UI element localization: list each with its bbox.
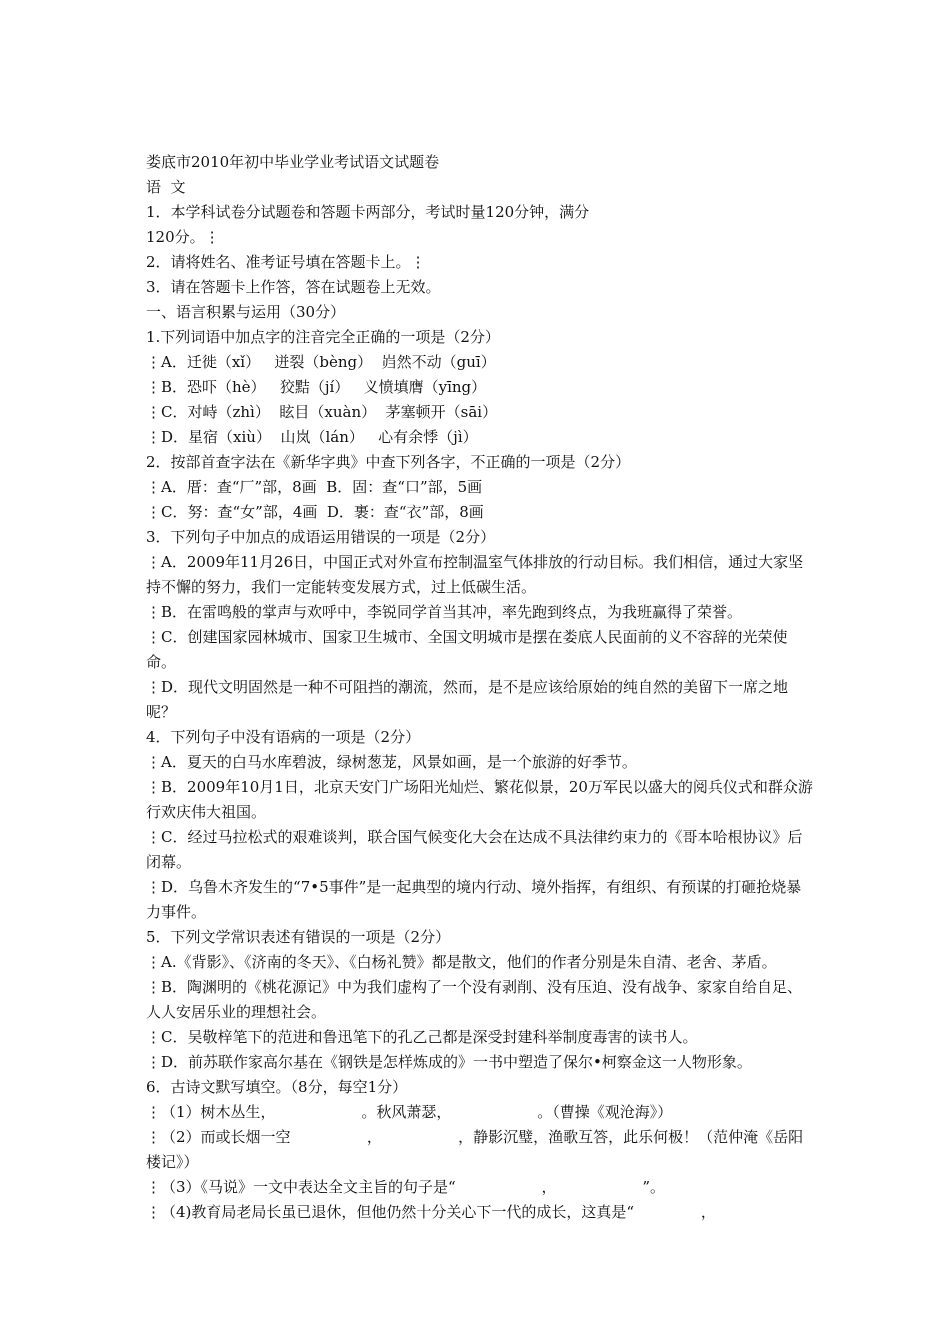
question-2-options-ab: ⋮A．厝：查“厂”部，8画 B．固：查“口”部，5画 (146, 478, 483, 496)
question-1-option-d: ⋮D．星宿（xiù） 山岚（lán） 心有余悸（jì） (146, 428, 478, 446)
subject-label: 语 文 (146, 178, 186, 196)
instruction-3: 3．请在答题卡上作答，答在试题卷上无效。 (146, 278, 441, 296)
question-4-option-c: ⋮C．经过马拉松式的艰难谈判，联合国气候变化大会在达成不具法律约束力的《哥本哈根协议》后闭幕。 (146, 828, 803, 871)
question-3-option-a: ⋮A．2009年11月26日，中国正式对外宣布控制温室气体排放的行动目标。我们相信，通过大家坚持不懈的努力，我们一定能转变发展方式，过上低碳生活。 (146, 553, 804, 596)
question-4-stem: 4．下列句子中没有语病的一项是（2分） (146, 728, 421, 746)
question-6-item-3: ⋮（3）《马说》一文中表达全文主旨的句子是“ ， ”。 (146, 1178, 666, 1196)
question-4-option-d: ⋮D．乌鲁木齐发生的“7•5事件”是一起典型的境内行动、境外指挥，有组织、有预谋的打砸抢烧暴力事件。 (146, 878, 802, 921)
question-2-options-cd: ⋮C．努：查“女”部，4画 D．裹：查“衣”部，8画 (146, 503, 484, 521)
question-5-stem: 5．下列文学常识表述有错误的一项是（2分） (146, 928, 451, 946)
question-4-option-b: ⋮B．2009年10月1日，北京天安门广场阳光灿烂、繁花似景，20万军民以盛大的阅兵仪式和群众游行欢庆伟大祖国。 (146, 778, 813, 821)
question-3-option-d: ⋮D．现代文明固然是一种不可阻挡的潮流，然而，是不是应该给原始的纯自然的美留下一席之地呢？ (146, 678, 789, 721)
question-2-stem: 2．按部首查字法在《新华字典》中查下列各字，不正确的一项是（2分） (146, 453, 631, 471)
question-4-option-a: ⋮A．夏天的白马水库碧波，绿树葱茏，风景如画，是一个旅游的好季节。 (146, 753, 637, 771)
instruction-2: 2．请将姓名、准考证号填在答题卡上。⋮ (146, 253, 426, 271)
exam-page (146, 150, 816, 1225)
instruction-1-cont: 120分。⋮ (146, 228, 220, 246)
question-3-option-b: ⋮B．在雷鸣般的掌声与欢呼中，李锐同学首当其冲，率先跑到终点，为我班赢得了荣誉。 (146, 603, 743, 621)
question-1-option-c: ⋮C．对峙（zhì） 眩目（xuàn） 茅塞顿开（sāi） (146, 403, 498, 421)
question-5-option-a: ⋮A.《背影》、《济南的冬天》、《白杨礼赞》都是散文，他们的作者分别是朱自清、老舍、茅盾。 (146, 953, 777, 971)
question-3-stem: 3．下列句子中加点的成语运用错误的一项是（2分） (146, 528, 496, 546)
question-5-option-b: ⋮B．陶渊明的《桃花源记》中为我们虚构了一个没有剥削、没有压迫、没有战争、家家自给自足、人人安居乐业的理想社会。 (146, 978, 803, 1021)
question-6-item-1: ⋮（1）树木丛生， 。秋风萧瑟， 。（曹操《观沧海》） (146, 1103, 673, 1121)
question-6-item-2: ⋮（2）而或长烟一空 ， ，静影沉璧，渔歌互答，此乐何极！（范仲淹《岳阳楼记》） (146, 1128, 804, 1171)
question-6-item-4: ⋮（4)教育局老局长虽已退休，但他仍然十分关心下一代的成长，这真是“ ， (146, 1203, 716, 1221)
question-6-stem: 6．古诗文默写填空。（8分，每空1分） (146, 1078, 408, 1096)
question-3-option-c: ⋮C．创建国家园林城市、国家卫生城市、全国文明城市是摆在娄底人民面前的义不容辞的光荣使命。 (146, 628, 788, 671)
exam-title: 娄底市2010年初中毕业学业考试语文试题卷 (146, 153, 440, 171)
instruction-1: 1．本学科试卷分试题卷和答题卡两部分，考试时量120分钟，满分 (146, 203, 590, 221)
question-5-option-c: ⋮C．吴敬梓笔下的范进和鲁迅笔下的孔乙己都是深受封建科举制度毒害的读书人。 (146, 1028, 698, 1046)
question-1-option-a: ⋮A．迁徙（xǐ） 迸裂（bèng） 岿然不动（guī） (146, 353, 496, 371)
question-1-stem: 1.下列词语中加点字的注音完全正确的一项是（2分） (146, 328, 500, 346)
question-5-option-d: ⋮D．前苏联作家高尔基在《钢铁是怎样炼成的》一书中塑造了保尔•柯察金这一人物形象。 (146, 1053, 752, 1071)
section-heading: 一、语言积累与运用（30分） (146, 303, 346, 321)
question-1-option-b: ⋮B．恐吓（hè） 狡黠（jí） 义愤填膺（yīng） (146, 378, 487, 396)
